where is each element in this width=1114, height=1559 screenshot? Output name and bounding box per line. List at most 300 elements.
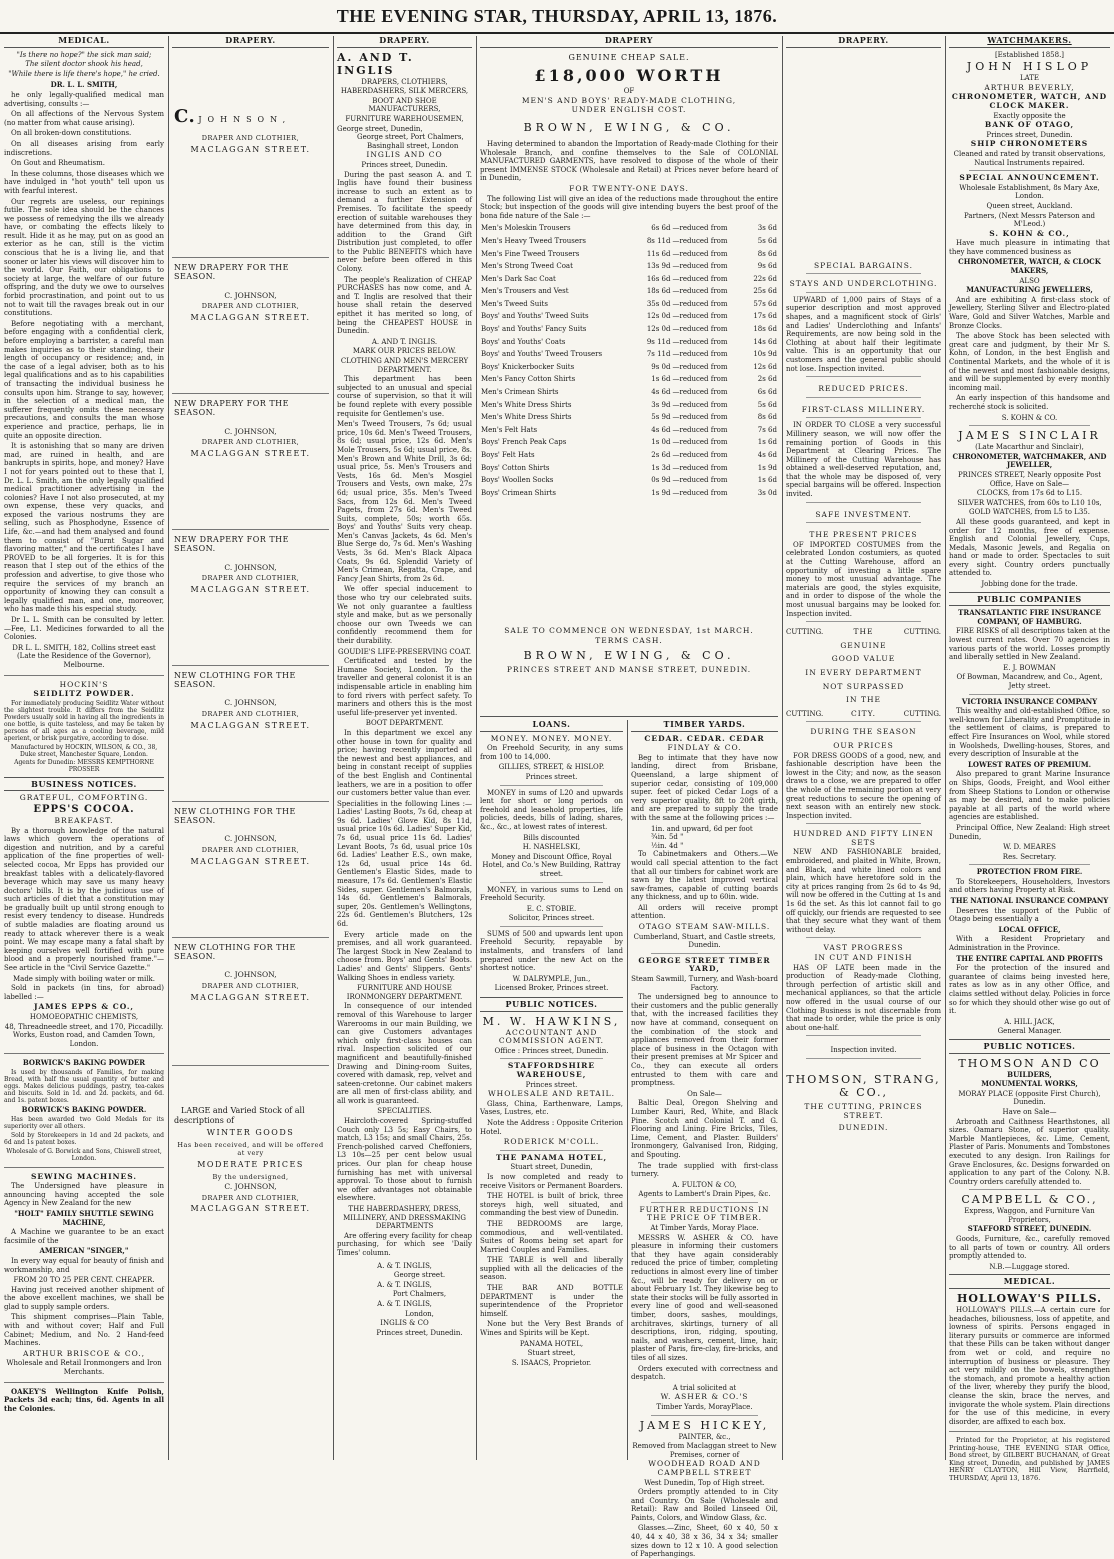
divider [969, 425, 1090, 426]
price-reduced-label: —reduced from [672, 325, 728, 334]
thomson-strang-address: THE CUTTING, PRINCES STREET. [804, 1101, 923, 1120]
inglis-co-address: Princes street, Dunedin. [361, 160, 448, 169]
local-office: LOCAL OFFICE, [998, 924, 1061, 934]
borwick-wholesale: Wholesale of G. Borwick and Sons, Chiswell street, London. [6, 1147, 162, 1162]
verse-line: "While there is life there's hope," he cried. [8, 69, 160, 78]
divider [806, 376, 921, 377]
local-text: With a Resident Proprietary and Administration in the Province. [949, 935, 1110, 953]
inglis-sub: HABERDASHERS, SILK MERCERS, [340, 87, 469, 96]
johnson-ad-street: MACLAGGAN STREET. [190, 1204, 311, 1214]
stays-text: UPWARD of 1,000 pairs of Stays of a superior description and most approved shapes, and a magnificent stock of Girls' and Ladies' Underclothing and Infants' Requirements, are now being sold in the Clothing at about half their legitimate value. This is an opportunity that our customers and the general public should not lose. Inspection invited. [786, 295, 941, 373]
panama-line: Stuart street, Dunedin, [510, 1163, 593, 1172]
divider [806, 397, 921, 398]
divider [651, 1415, 758, 1416]
inglis-paragraph: Haircloth-covered Spring-stuffed Couch only L3 5s; Easy Chairs, to match, L3 15s; and small Chairs, 25s. French-polished carved Cheffoniers, L3 10s—25 per cent below usual prices. Our plan for cheap house furnishing has met with universal approval. To those about to furnish we offer advantages not obtainable elsewhere. [337, 1117, 472, 1203]
panama-line: PANAMA HOTEL, [519, 1339, 584, 1348]
price-row [480, 298, 778, 311]
price-reduced-label: —reduced from [672, 476, 728, 485]
further-title: FURTHER REDUCTIONS IN THE PRICE OF TIMBER. [639, 1204, 770, 1223]
johnson-ad [172, 666, 329, 802]
article-paragraph: Dr L. L. Smith can be consulted by letter.—Fee, L1. Medicines forwarded to all the Colonies. [4, 616, 164, 642]
column-rule [333, 36, 334, 1460]
hundred-linen: HUNDRED AND FIFTY LINEN SETS [793, 829, 934, 847]
price-reduced-label: —reduced from [672, 337, 728, 346]
section-head-watchmakers: WATCHMAKERS. [949, 36, 1110, 48]
column-watchmakers [949, 35, 1110, 1482]
price-old: 7s 11d [646, 350, 671, 359]
findlay-text: To Cabinetmakers and Others.—We would call special attention to the fact that all our timbers for cabinet work are sawn by the latest improved vertical saw-frames, capable of cutting boards any thickness, and up to 60in. wide. [631, 850, 778, 902]
price-row [480, 449, 778, 462]
stobie-address: Solicitor, Princes street. [508, 914, 595, 923]
price-row [480, 323, 778, 336]
column-rule [168, 36, 169, 1460]
george-title: GEORGE STREET TIMBER YARD, [638, 955, 771, 974]
stobie-name: E. C. STOBIE. [526, 904, 577, 913]
hockin-title: HOCKIN'S [59, 679, 109, 689]
money-head: MONEY. MONEY. MONEY. [490, 733, 613, 743]
victoria-text: This wealthy and old-established Office, so well-known for Liberality and Promptitude in the settlement of claims, is prepared to effect Fire Insurances on Wool, while stored in Woolsheds, Dwelling-houses, Stores, and every description of Insurable at the [949, 707, 1110, 759]
hislop-late: LATE [1019, 74, 1040, 83]
johnson-ad [172, 258, 329, 394]
staffordshire-text: Glass, China, Earthenware, Lamps, Vases, Lustres, etc. [480, 1099, 623, 1117]
price-old: 13s 9d [646, 262, 671, 271]
price-old: 16s 6d [646, 274, 671, 283]
section-head-drapery: DRAPERY [480, 36, 778, 48]
onsale-text: Baltic Deal, Oregon Shelving and Lumber Kauri, Red, White, and Black Pine. Scotch and Colonial T. and G. Flooring and Lining. Fire Bricks, Tiles, Lime, Cement, and Plaster. Builders' Ironmongery, Galvanised Iron, Ridging, and Spouting. [631, 1099, 778, 1159]
kohn-trade: CHRONOMETER, WATCH, & CLOCK MAKERS, [958, 257, 1101, 276]
thomson-co-trade: BUILDERS, [1007, 1069, 1052, 1079]
oakey-ad: OAKEY'S Wellington Knife Polish, Packets 3d each; tins, 6d. Agents in all the Colonies. [4, 1386, 164, 1413]
divider [969, 1189, 1090, 1190]
first-class: FIRST-CLASS MILLINERY. [801, 404, 926, 414]
column-rule [945, 36, 946, 1460]
genuine: GENUINE [840, 640, 887, 650]
sewing-text: This shipment comprises—Plain Table, with and without cover; Half and Full Cabinet; Medium, and No. 2 Hand-feed Machines. [4, 1313, 164, 1348]
column-timber [631, 719, 778, 1559]
price-old: 9s 0d [651, 362, 671, 371]
divider [806, 417, 921, 418]
jack-name: A. HILL JACK, [1004, 1017, 1055, 1026]
money-text: SUMS of 500 and upwards lent upon Freehold Security, repayable by instalments, and transfers of land prepared under the new Act on the shortest notice. [480, 929, 623, 973]
price-new: 57s 6d [753, 299, 777, 308]
bowman-text: Of Bowman, Macandrew, and Co., Agent, Jetty street. [956, 673, 1103, 690]
printer-imprint: Printed for the Proprietor, at his registered Printing-house, THE EVENING STAR Office, Bond street, by GILBERT BUCHANAN, of Great King street, Dunedin, and published by JAMES HENRY CLAYTON, Hill View, Harrfield, THURSDAY, April 13, 1876. [949, 1436, 1110, 1482]
verse-line: The silent doctor shook his head, [25, 60, 143, 69]
divider [500, 1058, 603, 1059]
masthead-rule [0, 32, 1114, 34]
johnson-ad-title: NEW CLOTHING FOR THE SEASON. [174, 807, 296, 825]
sale-commence: SALE TO COMMENCE ON WEDNESDAY, 1st MARCH. [504, 626, 754, 635]
section-head-medical: MEDICAL. [949, 1274, 1110, 1289]
column-rule [782, 36, 783, 1460]
price-new: 8s 6d [757, 413, 777, 422]
holloway-title: HOLLOWAY'S PILLS. [957, 1292, 1102, 1306]
entire-text: For the protection of the insured and guarantee of claims being invested here, rates as low as in any other Office, and claims settled without delay. Policies in force so for which they should other wise go out of it. [949, 964, 1110, 1016]
kohn-text: An early inspection of this handsome and recherché stock is solicited. [949, 394, 1110, 411]
special-text: Wholesale Establishment, 8s Mary Axe, London. [959, 183, 1100, 201]
hockin-agent: Agents for Dunedin: MESSRS KEMPTHORNE PROSSER [14, 758, 154, 773]
money-text: MONEY, in various sums to Lend on Freehold Security. [480, 885, 623, 903]
divider [806, 1058, 921, 1059]
johnson-ad-role: DRAPER AND CLOTHIER, [201, 846, 300, 855]
dalrymple-address: Licensed Broker, Princes street. [494, 984, 609, 993]
sewing-text: Having just received another shipment of the above excellent machines, we shall be glad to supply sample orders. [4, 1285, 164, 1311]
winter-goods: WINTER GOODS [206, 1128, 295, 1138]
price-new: 4s 6d [757, 451, 777, 459]
price-item-name: Boys' Felt Hats [481, 451, 535, 459]
price-item-name: Men's Heavy Tweed Trousers [481, 236, 586, 245]
thomson-co-trade: MONUMENTAL WORKS, [981, 1079, 1078, 1089]
doctor-text: he only legally-qualified medical man advertising, consults :— [4, 90, 164, 108]
column-drapery-johnson [172, 36, 329, 1456]
fulton-agents: Agents to Lambert's Drain Pipes, &c. [638, 1190, 771, 1199]
column-cutting [786, 36, 941, 1456]
inglis-signature: A. & T. INGLIS, [377, 1299, 432, 1308]
hickey-address: WOODHEAD ROAD AND CAMPBELL STREET [648, 1459, 761, 1477]
inglis-title: A. AND T. INGLIS [337, 50, 414, 77]
linen-text: NEW AND FASHIONABLE braided, embroidered, and plaited in White, Brown, and Black, and white lined colors and plain, which have heretofore sold in the city at prices ranging from 2s 6d to 4s 9d, will now be offered in the Cutting at 1s and 1s 6d the set. As this lot cannot fail to go off quickly, our friends are requested to see that they secure what they want of them without delay. [786, 848, 941, 934]
dalrymple-name: W. DALRYMPLE, Jun., [512, 974, 591, 983]
price-reduced-label: —reduced from [672, 488, 728, 497]
johnson-ad-role: DRAPER AND CLOTHIER, [201, 302, 300, 311]
price-item-name: Men's Strong Tweed Coat [481, 262, 573, 271]
price-old: 4s 6d [651, 388, 671, 397]
price-new: 1s 9d [757, 463, 777, 472]
price-new: 6s 6d [757, 388, 777, 397]
price-new: 9s 6d [757, 262, 777, 271]
johnson-ad-role: DRAPER AND CLOTHIER, [201, 710, 300, 719]
sinclair-text: CLOCKS, from 17s 6d to L15. [976, 489, 1083, 498]
campbell-note: N.B.—Luggage stored. [989, 1262, 1070, 1271]
price-item-name: Boys' and Youths' Coats [481, 337, 566, 346]
hawkins-office: Office : Princes street, Dunedin. [494, 1046, 609, 1055]
cutting-label: CUTTING. [786, 628, 824, 637]
cutting-row [786, 710, 941, 719]
cutting-label: CUTTING. [903, 709, 941, 718]
thomson-co-name: THOMSON AND CO [958, 1056, 1101, 1070]
divider [651, 1202, 758, 1203]
johnson-ad-title: NEW CLOTHING FOR THE SEASON. [174, 671, 296, 689]
divider [969, 170, 1090, 171]
divider [500, 926, 603, 927]
price-item-name: Boys' and Youths' Fancy Suits [481, 325, 587, 334]
inglis-paragraph: We offer special inducement to those who try our celebrated suits. We not only guarantee a faultless style and make, but as we personally choose our own Tweeds we can confidently recommend them for their durability. [337, 585, 472, 645]
section-head-timber: TIMBER YARDS. [631, 720, 778, 732]
price-item-name: Men's Moleskin Trousers [481, 224, 571, 233]
divider [949, 1431, 1110, 1432]
vast-progress: VAST PROGRESS [823, 943, 904, 953]
cedar-title: CEDAR. CEDAR. CEDAR [644, 733, 765, 743]
price-new: 3s 6d [757, 224, 777, 233]
gillies-street: Princes street. [525, 772, 578, 781]
johnson-ad-role: DRAPER AND CLOTHIER, [201, 574, 300, 583]
johnson-ad-street: MACLAGGAN STREET. [190, 856, 311, 866]
johnson-ad-title: NEW DRAPERY FOR THE SEASON. [174, 263, 289, 281]
campbell-name: CAMPBELL & CO., [961, 1193, 1098, 1207]
inglis-paragraph: Certificated and tested by the Humane Society, London. To the traveller and general colonist it is an indispensable article in enabling him to ford rivers with perfect safety. To mariners and others this is the most useful life-preserver yet invented. [337, 657, 472, 717]
price-reduced-label: —reduced from [672, 362, 728, 371]
hickey-text: Orders promptly attended to in City and Country. On Sale (Wholesale and Retail): Raw and Boiled Linseed Oil, Paints, Colors, and Window Glass, &c. [631, 1488, 778, 1522]
hawkins-role: ACCOUNTANT AND COMMISSION AGENT. [498, 1027, 605, 1046]
article-paragraph: Before negotiating with a merchant, before engaging with a confidential clerk, before employing a barrister, a careful man makes inquiries as to their standing, their length of occupancy or residence; and, in the case of a legal adviser, both as to his legal qualifications and as to his capabilities of transacting the individual business he consults upon him. Strange to say, however, in the selection of a medical man, the sufferer frequently omits these necessary precautions, and consults the man whose experience and practice, perhaps, lie in quite an opposite direction. [4, 319, 164, 440]
price-row [480, 373, 778, 386]
panama-title: THE PANAMA HOTEL, [495, 1152, 608, 1162]
price-item-name: Men's Fine Tweed Trousers [481, 249, 580, 258]
johnson-ad [172, 394, 329, 530]
winter-prices: MODERATE PRICES [197, 1159, 304, 1169]
beverly-name: ARTHUR BEVERLY, [984, 82, 1075, 92]
price-new: 7s 6d [757, 425, 777, 434]
price-old: 11s 6d [646, 249, 671, 258]
price-new: 1s 6d [757, 438, 777, 447]
section-head-public: PUBLIC NOTICES. [480, 997, 623, 1012]
sewing-head: SEWING MACHINES. [31, 1171, 137, 1181]
further-address: At Timber Yards, Moray Place. [650, 1224, 759, 1233]
johnson-ad-name: C. JOHNSON, [224, 1182, 277, 1192]
johnson-ad-street: MACLAGGAN STREET. [190, 992, 311, 1002]
price-item-name: Men's Trousers and Vest [481, 287, 569, 296]
price-reduced-label: —reduced from [672, 451, 728, 459]
section-head-public-companies: PUBLIC COMPANIES [949, 592, 1110, 607]
inglis-dept-head: BOOT DEPARTMENT. [365, 719, 444, 728]
inglis-signature: Port Chalmers, [392, 1290, 447, 1299]
sinclair-name: JAMES SINCLAIR [958, 429, 1101, 443]
price-old: 18s 6d [646, 287, 671, 296]
price-reduced-label: —reduced from [672, 262, 728, 271]
chron-line: CHRONOMETER, WATCH, AND CLOCK MAKER. [951, 92, 1108, 110]
price-item-name: Boys' Cotton Shirts [481, 463, 550, 472]
masthead: THE EVENING STAR, THURSDAY, APRIL 13, 1876. [336, 6, 778, 26]
price-old: 9s 11d [646, 337, 671, 346]
price-reduced-label: —reduced from [672, 463, 728, 472]
sale-desc: MEN'S AND BOYS' READY-MADE CLOTHING, [521, 95, 737, 105]
sale-head: GENUINE CHEAP SALE. [568, 52, 690, 62]
thomson-strang-firm: THOMSON, STRANG, & CO., [786, 1072, 941, 1099]
stays-head: STAYS AND UNDERCLOTHING. [789, 279, 938, 289]
price-item-name: Men's Dark Sac Coat [481, 274, 556, 283]
panama-line: S. ISAACS, Proprietor. [511, 1358, 592, 1367]
brown-ewing-address: PRINCES STREET AND MANSE STREET, DUNEDIN. [506, 665, 752, 675]
lowest-rates: LOWEST RATES OF PREMIUM. [967, 759, 1092, 769]
bank-street: Princes street, Dunedin. [986, 130, 1073, 139]
price-reduced-label: —reduced from [672, 249, 728, 258]
price-row [480, 285, 778, 298]
panama-text: THE HOTEL is built of brick, three storeys high, well situated, and commanding the best view of Dunedin. [480, 1192, 623, 1218]
borwick-text: Has been awarded two Gold Medals for its superiority over all others. [4, 1115, 164, 1130]
panama-text: None but the Very Best Brands of Wines and Spirits will be Kept. [480, 1320, 623, 1338]
present-prices: THE PRESENT PRICES [809, 530, 918, 540]
section-head-public-notices: PUBLIC NOTICES. [949, 1039, 1110, 1054]
section-head-drapery: DRAPERY. [786, 36, 941, 48]
inglis-dept-head: CLOTHING AND MEN'S MERCERY DEPARTMENT. [340, 357, 469, 374]
johnson-ad-role: DRAPER AND CLOTHIER, [201, 134, 300, 143]
dress-text: FOR DRESS GOODS of a good, new, and fashionable description have been the lowest in the City; and now, as the season draws to a close, we are prepared to offer the whole of the remaining portion at very great reductions to secure the opening of next season with an entirely new stock. Inspection invited. [786, 751, 941, 820]
price-old: 1s 3d [651, 463, 671, 472]
divider [969, 864, 1090, 865]
fulton-name: A. FULTON & CO, [672, 1180, 737, 1189]
doctor-text: On Gout and Rheumatism. [11, 159, 105, 168]
price-old: 1s 9d [651, 488, 671, 497]
staffordshire-title: STAFFORDSHIRE WAREHOUSE, [507, 1061, 596, 1079]
our-prices: OUR PRICES [833, 740, 894, 750]
inglis-paragraph: Are offering every facility for cheap purchasing, for which see 'Daily Times' column. [337, 1231, 472, 1257]
sewing-singer: AMERICAN "SINGER," [39, 1246, 129, 1256]
article-paragraph: In these columns, those diseases which we have indulged in "hot youth" tell upon us with fearful interest. [4, 169, 164, 195]
sewing-text: The Undersigned have pleasure in announcing having accepted the sole Agency in New Zealand for the new [4, 1182, 164, 1208]
inglis-paragraph: The people's Realization of CHEAP PURCHASES has now come, and A. and T. Inglis are resolved that their house shall retain the deserved epithet it has merited so long, of being the CHEAPEST HOUSE in Dunedin. [337, 275, 472, 336]
column-rule [627, 720, 628, 1460]
johnson-ad-title: NEW DRAPERY FOR THE SEASON. [174, 535, 289, 553]
doctor-text: On all broken-down constitutions. [11, 129, 132, 138]
divider [500, 1150, 603, 1151]
doctor-address: DR L. L. SMITH, 182, Collins street east (Late the Residence of the Governor), Melbourne. [12, 643, 156, 669]
opposite: Exactly opposite the [993, 111, 1066, 120]
price-new: 1s 6d [757, 476, 777, 485]
kohn-sig: S. KOHN & CO. [1001, 413, 1058, 422]
divider [806, 823, 921, 824]
section-head-business: BUSINESS NOTICES. [4, 777, 164, 792]
price-item-name: Men's Fancy Cotton Shirts [481, 375, 576, 384]
price-old: 2s 6d [651, 451, 671, 459]
cutting-row [786, 628, 941, 637]
asher-firm: W. ASHER & CO.'S [660, 1392, 749, 1402]
epps-text: By a thorough knowledge of the natural laws which govern the operations of digestion and nutrition, and by a careful application of the fine properties of well-selected cocoa, Mr Epps has provided our breakfast tables with a delicately-flavored beverage which may save us many heavy doctors' bills. It is by the judicious use of such articles of diet that a constitution may be gradually built up until strong enough to resist every tendency to disease. Hundreds of subtle maladies are floating around us ready to attack wherever there is a weak point. We may escape many a fatal shaft by keeping ourselves well fortified with pure blood and a properly nourished frame."—See article in the "Civil Service Gazette." [4, 826, 164, 973]
price-reduced-label: —reduced from [672, 375, 728, 384]
inglis-paragraph: In consequence of our intended removal of this Warehouse to larger Warerooms in our main Building, we can give Customers advantages which only first-class houses can rival. Inspection solicited of our magnificent and beautifully-finished Drawing and Dining-room Suites, covered with damask, rep, velvet and sateen-cretonne. Our cabinet makers are all men of first-class ability, and all work is guaranteed. [337, 1002, 472, 1105]
brown-ewing-firm: BROWN, EWING, & CO. [523, 649, 735, 663]
roderick-name: RODERICK M'COLL. [503, 1137, 600, 1147]
hickey-trade: PAINTER, &c., [678, 1432, 731, 1441]
inglis-dept-head: GOUDIE'S LIFE-PRESERVING COAT. [338, 647, 471, 656]
price-item-name: Boys' and Youths' Tweed Trousers [481, 350, 603, 359]
price-old: 4s 6d [651, 425, 671, 434]
money-text: On Freehold Security, in any sums from 100 to 14,000. [480, 744, 623, 761]
money-text: MONEY in sums of L20 and upwards lent for short or long periods on freehold and leasehold properties, life policies, deeds, bills of lading, shares, &c., &c., at lowest rates of interest. [480, 788, 623, 831]
sewing-holt: "HOLT" FAMILY SHUTTLE SEWING MACHINE, [14, 1208, 154, 1227]
cutting-label: CUTTING. [903, 628, 941, 637]
divider [806, 721, 921, 722]
johnson-ad [172, 802, 329, 938]
kohn-text: And are exhibiting A first-class stock of Jewellery, Sterling Silver and Electro-plated Ware, Gold and Silver Watches, Marble and Bronze Clocks. [949, 295, 1110, 330]
special-bargains: SPECIAL BARGAINS. [814, 260, 913, 270]
price-reduced-label: —reduced from [672, 350, 728, 359]
price-row [480, 411, 778, 424]
johnson-ad-title: NEW CLOTHING FOR THE SEASON. [174, 943, 296, 961]
price-reduced-label: —reduced from [672, 438, 728, 447]
price-old: 8s 11d [646, 236, 671, 245]
johnson-ad-street: MACLAGGAN STREET. [190, 312, 311, 322]
nashelski-name: H. NASHELSKI, [522, 843, 581, 852]
borwick-title: BORWICK'S BAKING POWDER. [21, 1104, 147, 1114]
price-reduced-label: —reduced from [672, 236, 728, 245]
thomson-co-text: Arbroath and Caithness Hearthstones, all sizes. Oamaru Stone, of superior quality. Marble Mantlepieces, &c. Lime, Cement, Plaster of Paris. Monuments and Tombstones executed to any design. Iron Railings for Grave Enclosures, &c. Designs forwarded on application to any part of the Colony. N.B. Country orders carefully attended to. [949, 1117, 1110, 1186]
asher-address: Timber Yards, MorayPlace. [656, 1402, 753, 1411]
borwick-text: Sold by Storekeepers in 1d and 2d packets, and 6d and 1s patent boxes. [4, 1131, 164, 1146]
divider [4, 675, 164, 676]
hislop-name: JOHN HISLOP [966, 60, 1093, 74]
vast-text: HAS OF LATE been made in the production of Ready-made Clothing, through perfection of artistic skill and mechanical appliances, so that the article now offered in the usual course of our Clothing Business is not discernable from that made to order, while the price is only about one-half. [786, 963, 941, 1032]
inglis-signature: INGLIS & CO [380, 1319, 429, 1328]
panama-text: THE BAR AND BOTTLE DEPARTMENT is under the superintendence of the Proprietor himself. [480, 1284, 623, 1318]
bank-name: BANK OF OTAGO, [984, 120, 1075, 130]
otago-mills: OTAGO STEAM SAW-MILLS. [638, 922, 771, 932]
national-text: Deserves the support of the Public of Otago being essentially a [949, 906, 1110, 924]
section-head-drapery: DRAPERY. [337, 36, 472, 48]
divider [500, 785, 603, 786]
bowman-name: E. J. BOWMAN [1003, 663, 1056, 672]
panama-text: THE TABLE is well and liberally supplied with all the delicacies of the season. [480, 1256, 623, 1282]
divider [806, 292, 921, 293]
price-old: 12s 0d [646, 312, 671, 321]
price-old: 1s 6d [651, 375, 671, 384]
not-surpassed: NOT SURPASSED [822, 681, 905, 691]
price-old: 12s 0d [646, 325, 671, 334]
inglis-dept-head: SPECIALITIES. [377, 1107, 432, 1116]
epps-line: Sold in packets (in tins, for abroad) labelled :— [4, 984, 164, 1001]
staffordshire-text: Note the Address : Opposite Criterion Hotel. [480, 1118, 623, 1136]
holloway-text: HOLLOWAY'S PILLS.—A certain cure for headaches, biliousness, loss of appetite, and lowness of spirits. Persons engaged in literary pursuits or commerce are informed that these Pills can be taken without danger from wet or cold, and require no interruption of business or pleasure. They act very mildly on the bowels, strengthen the stomach, and promote a healthy action of the liver, whereby they purify the blood, cleanse the skin, brace the nerves, and invigorate the whole system. Plain directions for the use of this medicine, in every disorder, are affixed to each box. [949, 1306, 1110, 1426]
price-old: 3s 9d [651, 400, 671, 409]
staffordshire-trade: WHOLESALE AND RETAIL. [487, 1089, 616, 1099]
special-text: Queen street, Auckland. [986, 201, 1073, 210]
inglis-dept-head: THE HABERDASHERY, DRESS, MILLINERY, AND DRESSMAKING DEPARTMENTS [343, 1205, 466, 1231]
price-item-name: Men's White Dress Shirts [481, 413, 572, 422]
transatlantic-title: TRANSATLANTIC FIRE INSURANCE COMPANY, OF HAMBURG. [958, 608, 1101, 626]
inspection-invited: Inspection invited. [830, 1046, 897, 1055]
price-item-name: Boys' Woollen Socks [481, 476, 554, 485]
doctor-text: On all diseases arising from early indiscretions. [4, 139, 164, 157]
johnson-ad-title: NEW DRAPERY FOR THE SEASON. [174, 399, 289, 417]
findlay-price: 1in. and upward, 6d per foot [651, 824, 753, 833]
price-row [480, 235, 778, 248]
divider [500, 882, 603, 883]
price-row [480, 273, 778, 286]
price-item-name: Boys' and Youths' Tweed Suits [481, 312, 589, 321]
price-new: 25s 6d [753, 287, 777, 296]
entire-capital: THE ENTIRE CAPITAL AND PROFITS [956, 953, 1103, 963]
kohn-text: Have much pleasure in intimating that they have commenced business as [949, 239, 1110, 256]
inglis-signature: London, [405, 1309, 434, 1318]
price-new: 5s 6d [757, 236, 777, 245]
price-reduced-label: —reduced from [672, 299, 728, 308]
divider [806, 621, 921, 622]
sale-terms: TERMS CASH. [595, 635, 663, 645]
inglis-signature: Princes street, Dunedin. [376, 1328, 463, 1337]
price-old: 1s 0d [651, 438, 671, 447]
sinclair-text: PRINCES STREET, Nearly opposite Post Office, Have on Sale— [957, 470, 1102, 488]
inglis-address: George street, Port Chalmers, [357, 133, 464, 142]
campbell-text: Goods, Furniture, &c., carefully removed to all parts of town or country. All orders promptly attended to. [949, 1235, 1110, 1261]
johnson-ad-role: DRAPER AND CLOTHIER, [201, 438, 300, 447]
price-reduced-label: —reduced from [672, 312, 728, 321]
price-row [480, 348, 778, 361]
inglis-sub: BOOT AND SHOE MANUFACTURERS, [368, 96, 441, 114]
campbell-address: STAFFORD STREET, DUNEDIN. [967, 1224, 1092, 1234]
column-medical [4, 36, 164, 1456]
sinclair-trade: CHRONOMETER, WATCHMAKER, AND JEWELLER, [952, 451, 1107, 470]
sale-of: OF [623, 87, 635, 96]
price-row [480, 399, 778, 412]
thomson-co-sale: Have on Sale— [1002, 1107, 1057, 1116]
otago-address: Cumberland, Stuart, and Castle streets, Dunedin. [633, 932, 776, 950]
sale-days: FOR TWENTY-ONE DAYS. [569, 183, 689, 193]
price-new: 22s 6d [753, 274, 777, 283]
during-season: DURING THE SEASON [810, 727, 917, 737]
price-new: 8s 6d [757, 249, 777, 258]
column-loans [480, 720, 623, 1456]
jack-title: General Manager. [997, 1027, 1062, 1036]
inglis-signature: A. AND T. INGLIS. [371, 337, 438, 346]
